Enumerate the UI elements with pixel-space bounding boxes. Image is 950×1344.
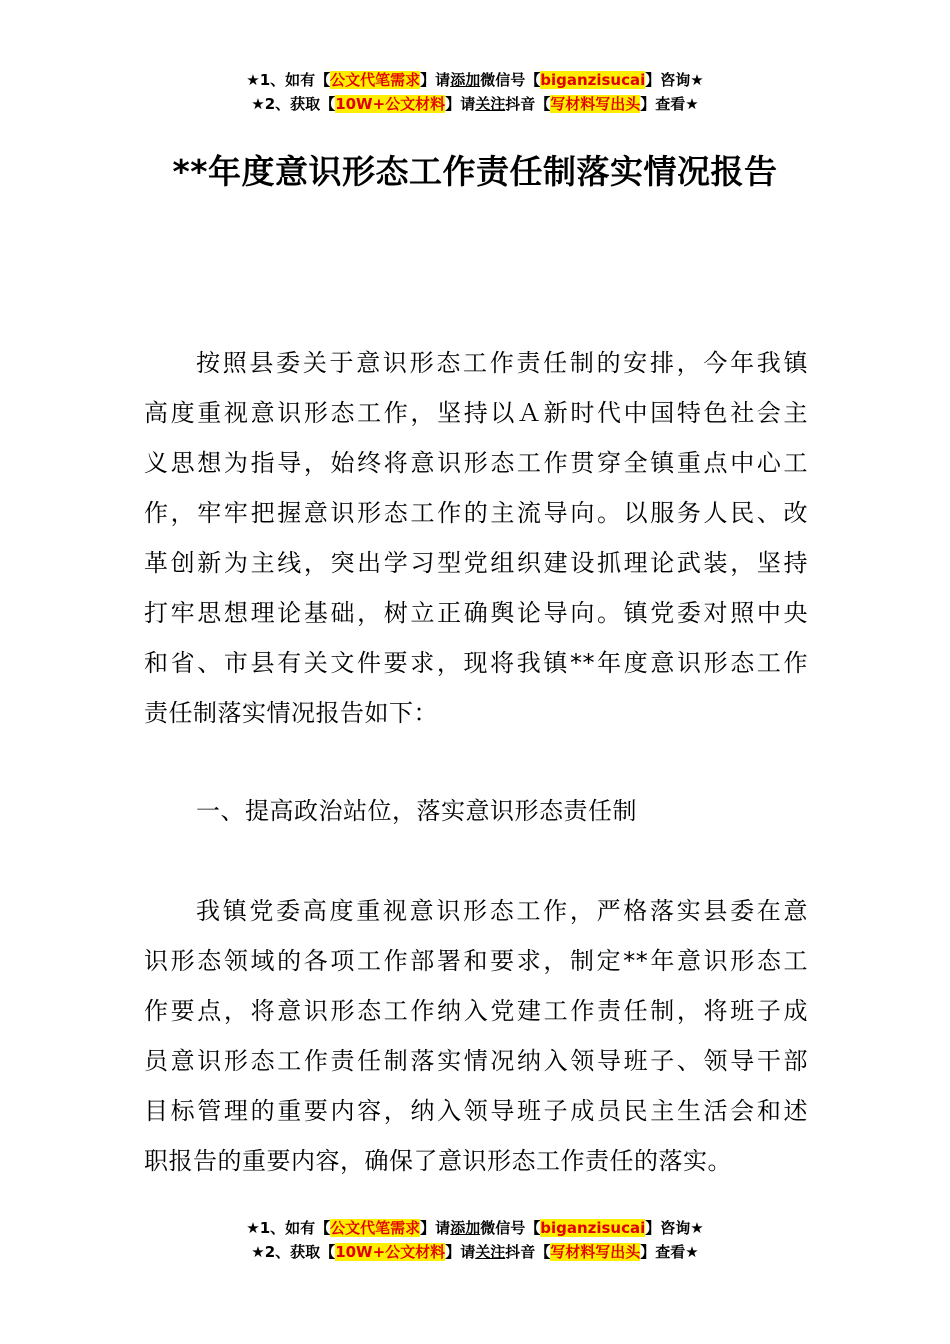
paragraph-line: 作要点，将意识形态工作纳入党建工作责任制，将班子成 xyxy=(144,997,808,1025)
paragraph-line: 职报告的重要内容，确保了意识形态工作责任的落实。 xyxy=(144,1147,732,1175)
document-title: **年度意识形态工作责任制落实情况报告 xyxy=(172,152,778,191)
promo-line-1: ★1、如有【公文代笔需求】请添加微信号【biganzisucai】咨询★ xyxy=(246,71,704,89)
paragraph-line: 目标管理的重要内容，纳入领导班子成员民主生活会和述 xyxy=(144,1097,808,1125)
promo-line-1: ★1、如有【公文代笔需求】请添加微信号【biganzisucai】咨询★ xyxy=(246,1219,704,1237)
promo-underline: 添加 xyxy=(450,1219,481,1237)
promo-douyin-name: 写材料写出头 xyxy=(550,1243,641,1261)
paragraph-1 xyxy=(144,338,808,738)
promo-underline: 关注 xyxy=(475,1243,506,1261)
promo-wechat-id: biganzisucai xyxy=(540,71,646,89)
promo-underline: 添加 xyxy=(450,71,481,89)
paragraph-line: 义思想为指导，始终将意识形态工作贯穿全镇重点中心工 xyxy=(144,449,808,477)
promo-banner-top xyxy=(0,68,950,116)
promo-highlight: 公文代笔需求 xyxy=(330,71,421,89)
paragraph-line: 责任制落实情况报告如下： xyxy=(144,699,438,727)
paragraph-line: 识形态领域的各项工作部署和要求，制定**年意识形态工 xyxy=(144,947,808,975)
promo-douyin-name: 写材料写出头 xyxy=(550,95,641,113)
promo-line-2: ★2、获取【10W+公文材料】请关注抖音【写材料写出头】查看★ xyxy=(251,95,699,113)
promo-banner-bottom xyxy=(0,1216,950,1264)
section-heading-1: 一、提高政治站位，落实意识形态责任制 xyxy=(196,797,637,825)
paragraph-line: 按照县委关于意识形态工作责任制的安排，今年我镇 xyxy=(196,349,808,377)
paragraph-line: 作，牢牢把握意识形态工作的主流导向。以服务人民、改 xyxy=(144,499,808,527)
paragraph-line: 员意识形态工作责任制落实情况纳入领导班子、领导干部 xyxy=(144,1047,808,1075)
promo-highlight: 10W+公文材料 xyxy=(335,1243,446,1261)
paragraph-line: 革创新为主线，突出学习型党组织建设抓理论武装，坚持 xyxy=(144,549,808,577)
promo-line-2: ★2、获取【10W+公文材料】请关注抖音【写材料写出头】查看★ xyxy=(251,1243,699,1261)
paragraph-line: 高度重视意识形态工作，坚持以Ａ新时代中国特色社会主 xyxy=(144,399,808,427)
promo-wechat-id: biganzisucai xyxy=(540,1219,646,1237)
promo-underline: 关注 xyxy=(475,95,506,113)
paragraph-line: 和省、市县有关文件要求，现将我镇**年度意识形态工作 xyxy=(144,649,808,677)
paragraph-line: 我镇党委高度重视意识形态工作，严格落实县委在意 xyxy=(196,897,808,925)
promo-highlight: 10W+公文材料 xyxy=(335,95,446,113)
paragraph-line: 打牢思想理论基础，树立正确舆论导向。镇党委对照中央 xyxy=(144,599,808,627)
promo-highlight: 公文代笔需求 xyxy=(330,1219,421,1237)
paragraph-2 xyxy=(144,886,808,1186)
